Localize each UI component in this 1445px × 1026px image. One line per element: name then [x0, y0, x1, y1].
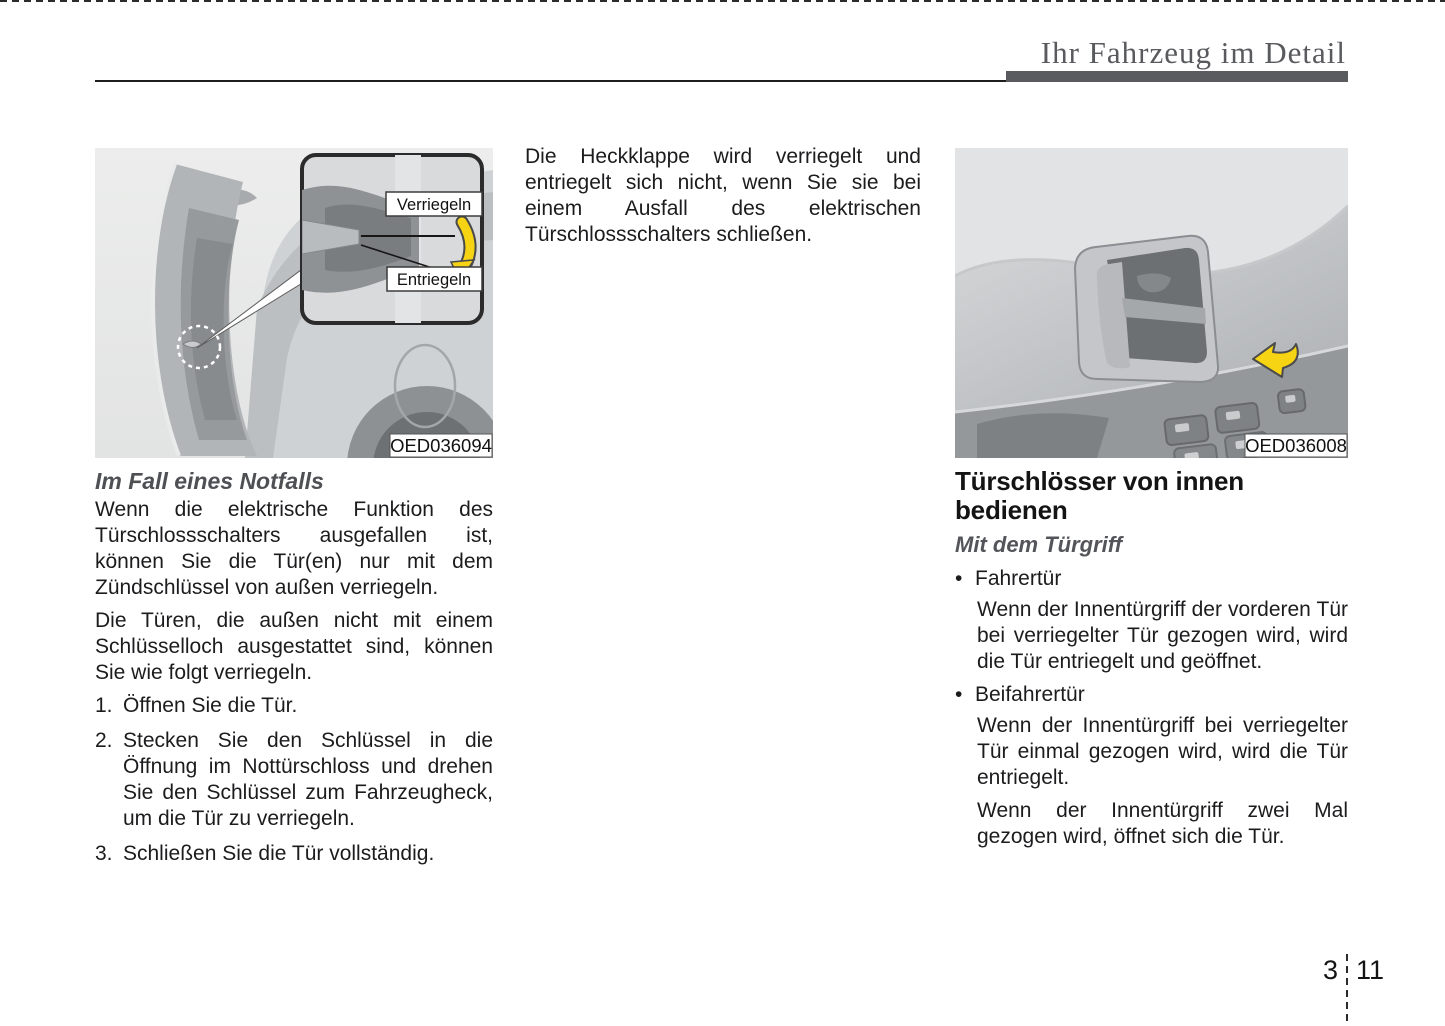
svg-text:Verriegeln: Verriegeln	[396, 196, 472, 214]
step-text: Öffnen Sie die Tür.	[123, 694, 298, 717]
label-entriegeln	[387, 267, 482, 291]
paragraph: Wenn der Innentürgriff zwei Mal gezogen wird, öffnet sich die Tür.	[977, 799, 1348, 848]
step-item	[95, 728, 493, 832]
bullet-item-fahrertuer	[955, 566, 1348, 592]
figure-inner-door-handle	[955, 148, 1348, 458]
paragraph: Die Heckklappe wird verriegelt und entriegelt sich nicht, wenn Sie sie bei einem Ausfall des elektrischen Türschlossschalters schließen.	[525, 145, 921, 246]
bullet-title: Beifahrertür	[975, 683, 1085, 706]
right-column	[955, 148, 1348, 857]
step-item	[95, 841, 493, 867]
figure-emergency-door-lock	[95, 148, 493, 458]
svg-text:Entriegeln: Entriegeln	[396, 271, 472, 289]
chapter-number: 3	[1322, 955, 1338, 985]
header-rule	[95, 80, 1007, 82]
door-lock-illustration	[95, 148, 493, 458]
step-text: Stecken Sie den Schlüssel in die Öffnung im Nottürschloss und drehen Sie den Schlüssel zum Fahrzeugheck, um die Tür zu verriegeln.	[123, 729, 493, 830]
svg-text:OED036008: OED036008	[1245, 435, 1347, 456]
step-number: 2.	[95, 729, 113, 752]
bullet-title: Fahrertür	[975, 567, 1062, 590]
bullet-item-beifahrertuer	[955, 682, 1348, 708]
paragraph: Wenn der Innentürgriff der vorderen Tür bei verriegelter Tür gezogen wird, wird die Tür entriegelt und geöffnet.	[977, 598, 1348, 673]
step-text: Schließen Sie die Tür vollständig.	[123, 842, 435, 865]
paragraph: Die Türen, die außen nicht mit einem Schlüsselloch ausgestattet sind, können Sie wie folgt verriegeln.	[95, 609, 493, 684]
subsection-heading-tuergriff: Mit dem Türgriff	[955, 532, 1123, 557]
step-item	[95, 693, 493, 719]
paragraph: Wenn der Innentürgriff bei verriegelter Tür einmal gezogen wird, wird die Tür entriegelt.	[977, 714, 1348, 789]
section-heading-notfall: Im Fall eines Notfalls	[95, 468, 324, 494]
left-column	[95, 148, 493, 876]
page-title: Ihr Fahrzeug im Detail	[1040, 35, 1346, 70]
paragraph: Wenn die elektrische Funktion des Türschlossschalters ausgefallen ist, können Sie die Tür(en) nur mit dem Zündschlüssel von außen verriegeln.	[95, 498, 493, 599]
page-number: 11	[1356, 955, 1385, 985]
bullet-marker: •	[955, 683, 963, 706]
middle-column	[525, 144, 921, 255]
bullet-marker: •	[955, 567, 963, 590]
step-number: 1.	[95, 694, 113, 717]
label-verriegeln	[386, 192, 482, 216]
footer-dashed-rule	[0, 0, 1445, 2]
door-handle-illustration	[955, 148, 1348, 458]
figure-caption	[390, 434, 492, 457]
figure-caption	[1245, 434, 1347, 457]
svg-text:OED036094: OED036094	[390, 435, 492, 456]
step-number: 3.	[95, 842, 113, 865]
header-accent-bar	[1006, 71, 1348, 82]
footer-dashed-divider	[1346, 954, 1348, 1026]
section-heading-tuerschloesser: Türschlösser von innen bedienen	[955, 466, 1244, 525]
